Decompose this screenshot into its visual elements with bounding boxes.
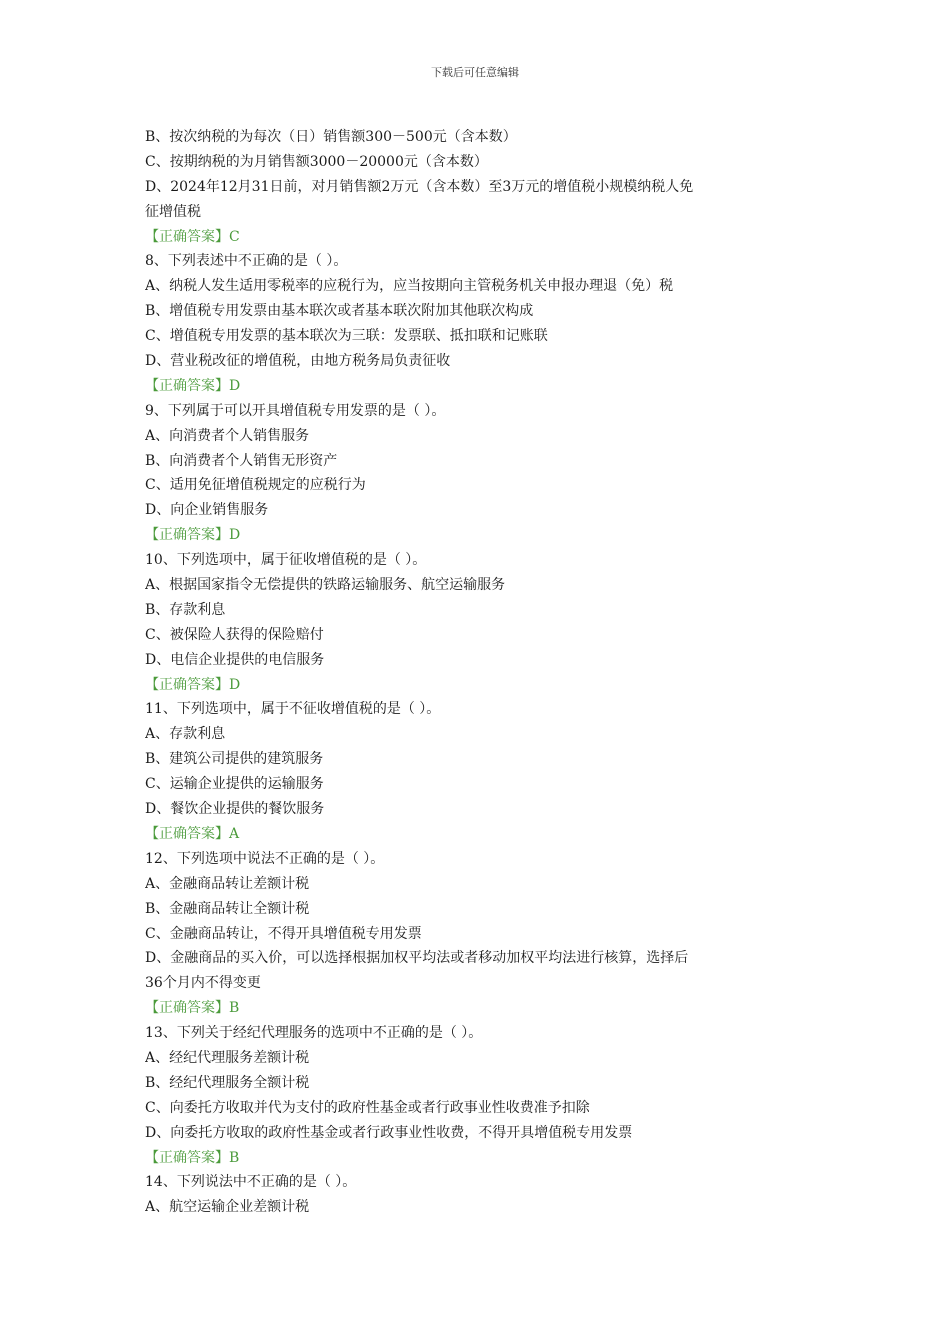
option-line: C、适用免征增值税规定的应税行为 — [145, 477, 366, 494]
option-line: C、运输企业提供的运输服务 — [145, 776, 324, 793]
option-line: C、被保险人获得的保险赔付 — [145, 626, 324, 643]
option-line: B、向消费者个人销售无形资产 — [145, 452, 338, 469]
answer-line: 【正确答案】D — [145, 377, 241, 394]
option-line: C、按期纳税的为月销售额3000－20000元（含本数） — [145, 153, 488, 170]
option-line: B、存款利息 — [145, 601, 226, 618]
option-line: D、向委托方收取的政府性基金或者行政事业性收费，不得开具增值税专用发票 — [145, 1124, 633, 1141]
option-line: D、金融商品的买入价，可以选择根据加权平均法或者移动加权平均法进行核算，选择后 — [145, 950, 689, 967]
option-line: C、增值税专用发票的基本联次为三联：发票联、抵扣联和记账联 — [145, 328, 548, 345]
option-line: D、向企业销售服务 — [145, 502, 269, 519]
option-line: B、增值税专用发票由基本联次或者基本联次附加其他联次构成 — [145, 303, 534, 320]
option-line: D、餐饮企业提供的餐饮服务 — [145, 801, 325, 818]
option-line: B、按次纳税的为每次（日）销售额300－500元（含本数） — [145, 129, 517, 145]
option-line: A、向消费者个人销售服务 — [145, 427, 310, 444]
option-line: D、2024年12月31日前，对月销售额2万元（含本数）至3万元的增值税小规模纳税人免 — [145, 178, 694, 195]
option-line: D、电信企业提供的电信服务 — [145, 651, 325, 668]
option-line: 征增值税 — [145, 203, 201, 220]
question-line: 14、下列说法中不正确的是（ ）。 — [145, 1174, 357, 1191]
option-line: C、向委托方收取并代为支付的政府性基金或者行政事业性收费准予扣除 — [145, 1099, 590, 1116]
option-line: A、根据国家指令无偿提供的铁路运输服务、航空运输服务 — [145, 577, 506, 594]
option-line: A、经纪代理服务差额计税 — [145, 1049, 310, 1066]
option-line: A、金融商品转让差额计税 — [145, 875, 310, 892]
answer-line: 【正确答案】D — [145, 676, 241, 693]
option-line: B、经纪代理服务全额计税 — [145, 1074, 310, 1091]
option-line: C、金融商品转让，不得开具增值税专用发票 — [145, 925, 422, 942]
answer-line: 【正确答案】A — [145, 825, 240, 842]
option-line: A、航空运输企业差额计税 — [145, 1199, 310, 1216]
question-line: 11、下列选项中，属于不征收增值税的是（ ）。 — [145, 701, 441, 718]
option-line: 36个月内不得变更 — [145, 975, 261, 992]
document-body — [145, 125, 815, 1220]
question-line: 13、下列关于经纪代理服务的选项中不正确的是（ ）。 — [145, 1025, 483, 1042]
answer-line: 【正确答案】C — [145, 228, 240, 245]
question-line: 9、下列属于可以开具增值税专用发票的是（ ）。 — [145, 402, 446, 419]
page-header: 下载后可任意编辑 — [431, 66, 519, 79]
question-line: 12、下列选项中说法不正确的是（ ）。 — [145, 850, 385, 867]
option-line: B、金融商品转让全额计税 — [145, 900, 310, 917]
question-line: 10、下列选项中，属于征收增值税的是（ ）。 — [145, 552, 427, 569]
option-line: A、存款利息 — [145, 726, 226, 743]
answer-line: 【正确答案】D — [145, 527, 241, 544]
option-line: B、建筑公司提供的建筑服务 — [145, 751, 324, 768]
option-line: A、纳税人发生适用零税率的应税行为，应当按期向主管税务机关申报办理退（免）税 — [145, 278, 674, 295]
option-line: D、营业税改征的增值税，由地方税务局负责征收 — [145, 353, 451, 370]
answer-line: 【正确答案】B — [145, 1000, 240, 1017]
question-line: 8、下列表述中不正确的是（ ）。 — [145, 253, 348, 270]
answer-line: 【正确答案】B — [145, 1149, 240, 1166]
